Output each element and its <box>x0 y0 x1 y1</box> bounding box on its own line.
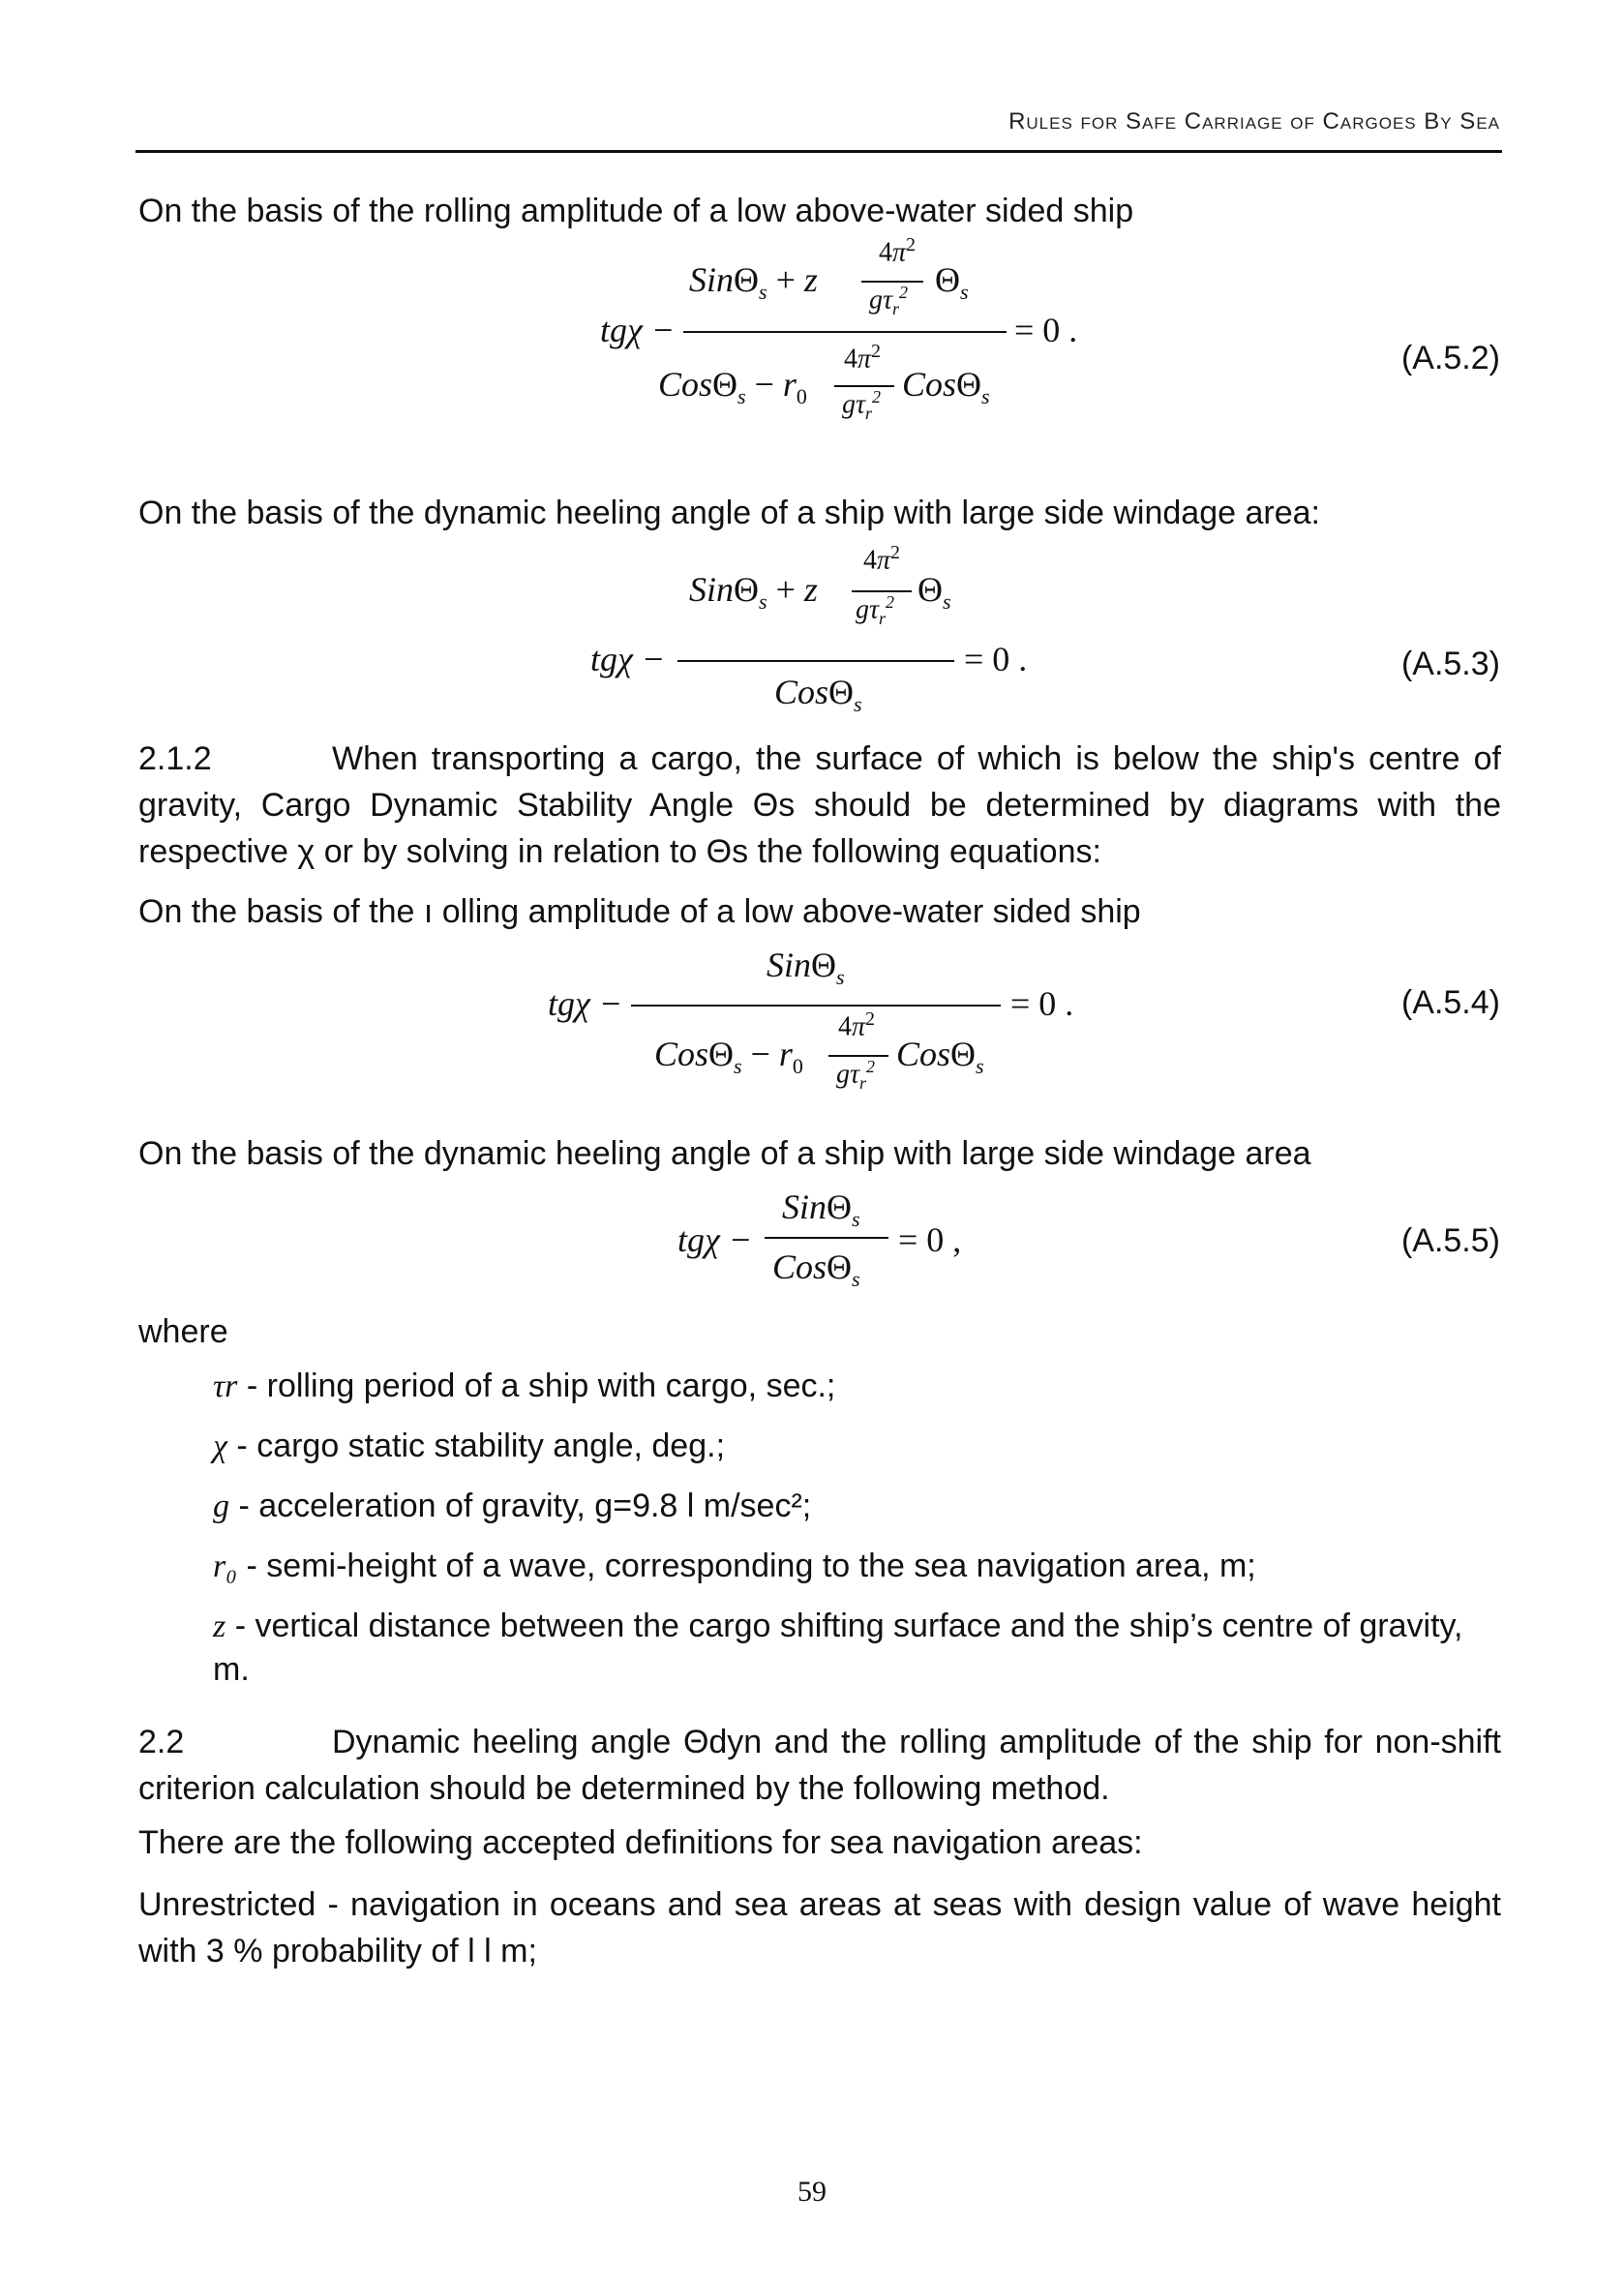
eq-number-a52: (A.5.2) <box>1400 340 1500 376</box>
eq-number-a54: (A.5.4) <box>1400 984 1500 1021</box>
definition-z: z - vertical distance between the cargo shifting surface and the ship’s centre of gravity, m. <box>213 1608 1463 1688</box>
definition-tau-r: τr - rolling period of a ship with cargo, sec.; <box>213 1368 836 1404</box>
definition-g: g - acceleration of gravity, g=9.8 l m/sec²; <box>213 1488 812 1524</box>
section-2-2-text: Dynamic heeling angle Θdyn and the rolling amplitude of the ship for non-shift criterion calculation should be determined by the following method. <box>138 1724 1501 1807</box>
definitions-intro: There are the following accepted definitions for sea navigation areas: <box>138 1824 1143 1861</box>
intro-a52: On the basis of the rolling amplitude of a low above-water sided ship <box>138 193 1134 229</box>
intro-a55: On the basis of the dynamic heeling angle of a ship with large side windage area <box>138 1135 1311 1172</box>
page-number: 59 <box>797 2176 827 2208</box>
section-2-1-2-text: When transporting a cargo, the surface of which is below the ship's centre of gravity, Cargo Dynamic Stability Angle Θs should be determined by diagrams with the respective χ or by solving in relation to Θs the following equations: <box>138 740 1501 870</box>
unrestricted-definition: Unrestricted - navigation in oceans and sea areas at seas with design value of wave height with 3 % probability of l l m; <box>138 1886 1501 1969</box>
definition-chi: χ - cargo static stability angle, deg.; <box>213 1428 726 1464</box>
where-label: where <box>138 1313 228 1350</box>
eq-number-a55: (A.5.5) <box>1400 1222 1500 1259</box>
intro-a54: On the basis of the ı olling amplitude of a low above-water sided ship <box>138 893 1141 930</box>
running-header: Rules for Safe Carriage of Cargoes By Sea <box>1008 108 1500 135</box>
section-2-2-number: 2.2 <box>138 1724 185 1760</box>
document-page: Rules for Safe Carriage of Cargoes By Sea On the basis of the rolling amplitude of a low above-water sided ship $4\pi^2$ SinΘ$_s$ + z $\Theta_s$ $g\tau_r^2$ tgχ − = 0 . $4\pi^2$ $Cos\Theta_s - r_0$ CosΘ$_s$ $g\tau_r^2$ (A.5.2) On the basis of the dynamic heeling angle of a ship with large side windage area: $4\pi^2$ SinΘ$_s$ + z $\Theta_s$ $g\tau_r^2$ tgχ − = 0 . CosΘ$_s$ (A.5.3) 2.1.2 When transporting a cargo, the surface of which is below the ship's centre of gravity, Cargo Dynamic Stability Angle Θs should be determined by diagrams with the respective χ or by solving in relation to Θs the following equations: On the basis of the ı olling amplitude of a low above-water sided ship SinΘ$_s$ tgχ − = 0 . $4\pi^2$ $Cos\Theta_s - r_0$ CosΘ$_s$ $g\tau_r^2$ (A.5.4) On the basis of the dynamic heeling angle of a ship with large side windage area SinΘ$_s$ tgχ − = 0 , CosΘ$_s$ (A.5.5) where τr - rolling period of a ship with cargo, sec.; χ - cargo static stability angle, deg.; g - acceleration of gravity, g=9.8 l m/sec²; r₀ - semi-height of a wave, corresponding to the sea navigation area, m; z - vertical distance between the cargo shifting surface and the ship’s centre of gravity, m. 2.2 Dynamic heeling angle Θdyn and the rolling amplitude of the ship for non-shift criterion calculation should be determined by the following method. There are the following accepted definitions for sea navigation areas: Unrestricted - navigation in oceans and sea areas at seas with design value of wave height with 3 % probability of l l m; 59 <box>0 0 1624 2285</box>
section-2-1-2 <box>138 736 1501 875</box>
eq-number-a53: (A.5.3) <box>1400 646 1500 682</box>
header-rule <box>135 150 1502 153</box>
section-2-1-2-number: 2.1.2 <box>138 740 212 777</box>
intro-a53: On the basis of the dynamic heeling angle of a ship with large side windage area: <box>138 495 1320 531</box>
definition-r0: r₀ - semi-height of a wave, corresponding to the sea navigation area, m; <box>213 1548 1256 1584</box>
section-2-2 <box>138 1719 1501 1812</box>
